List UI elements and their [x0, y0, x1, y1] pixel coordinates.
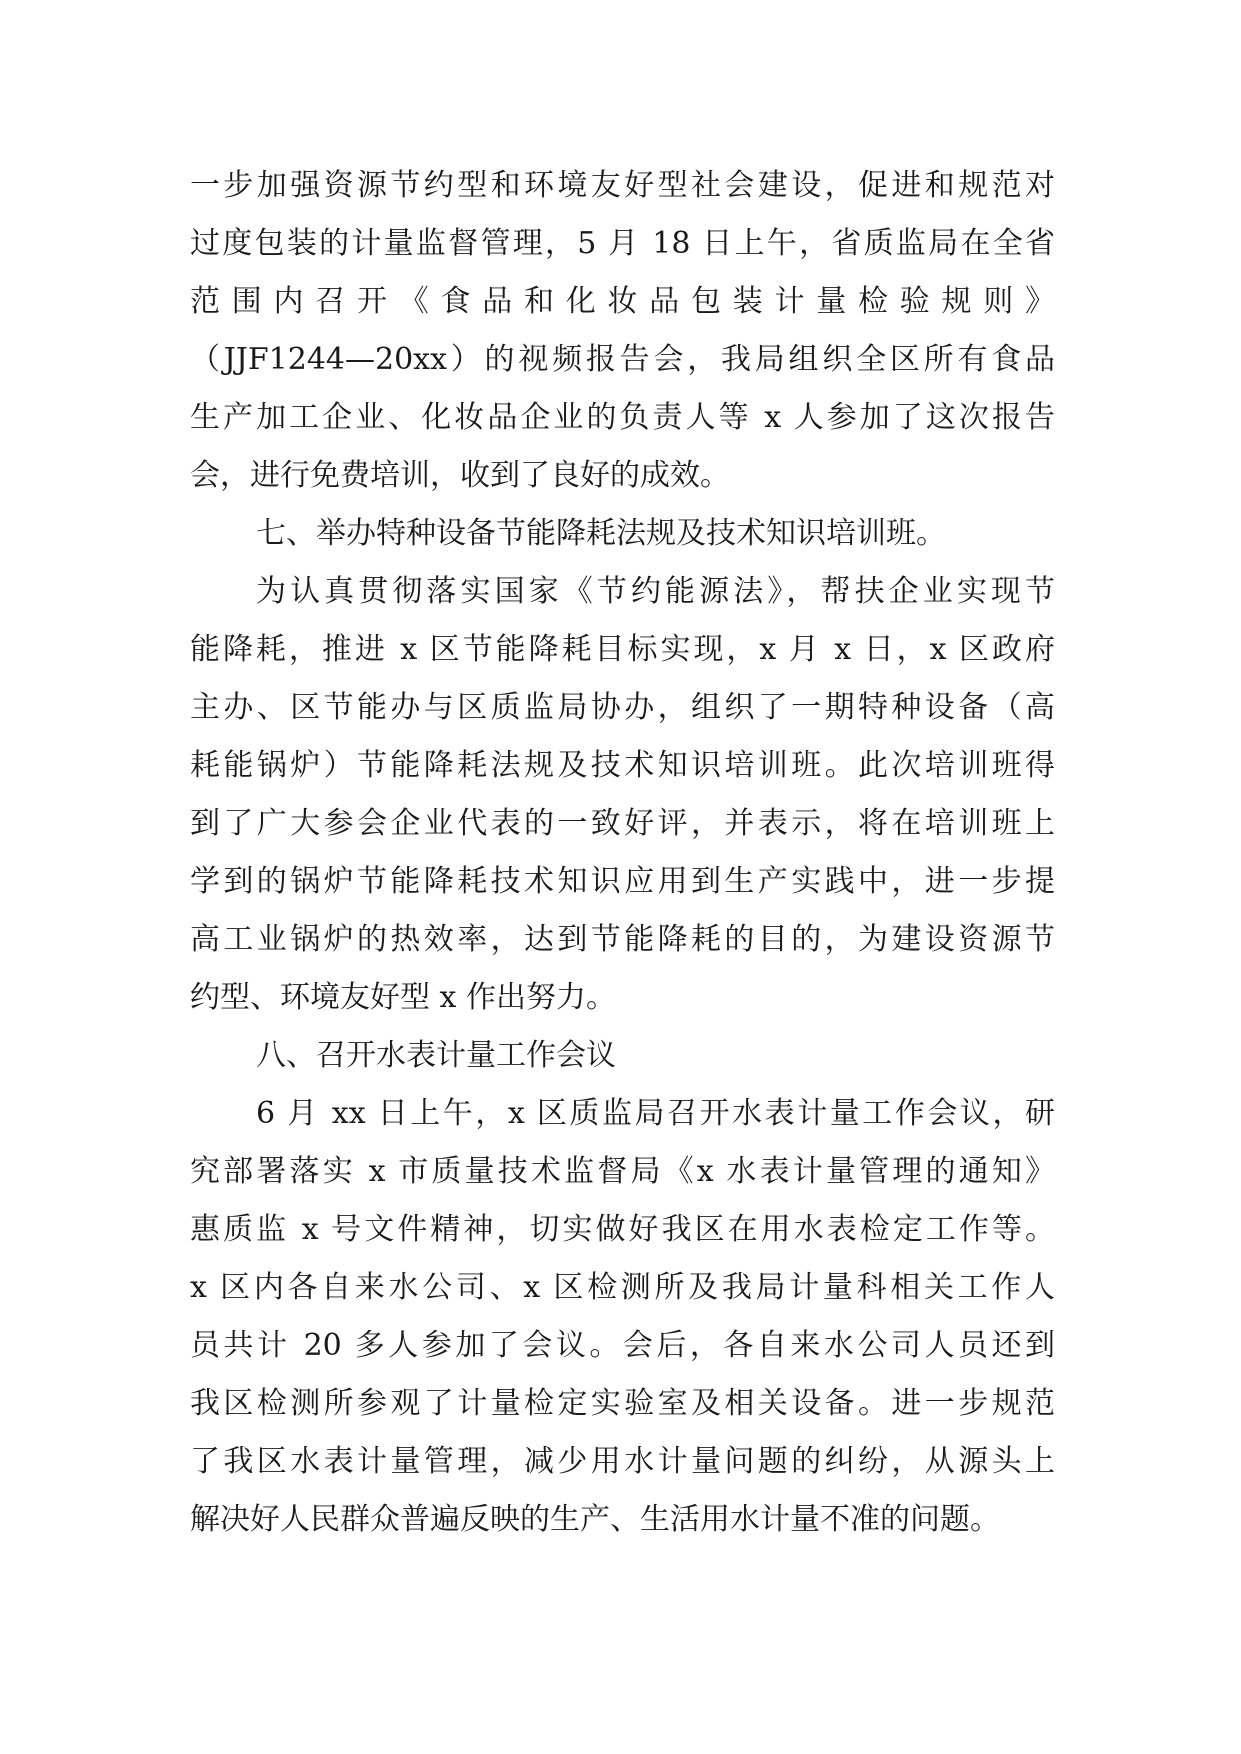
text-line: 学到的锅炉节能降耗技术知识应用到生产实践中，进一步提	[190, 864, 1055, 899]
text-line: 会，进行免费培训，收到了良好的成效。	[190, 458, 730, 493]
text-line: （JJF1244—20xx）的视频报告会，我局组织全区所有食品	[190, 342, 1055, 377]
text-line: 八、召开水表计量工作会议	[256, 1038, 616, 1073]
text-line: 七、举办特种设备节能降耗法规及技术知识培训班。	[256, 516, 946, 551]
text-line: 高工业锅炉的热效率，达到节能降耗的目的，为建设资源节	[190, 922, 1055, 957]
text-line: 生产加工企业、化妆品企业的负责人等 x 人参加了这次报告	[190, 400, 1055, 435]
text-line: 员共计 20 多人参加了会议。会后，各自来水公司人员还到	[190, 1328, 1055, 1363]
text-line: 了我区水表计量管理，减少用水计量问题的纠纷，从源头上	[190, 1444, 1055, 1479]
text-line: 过度包装的计量监督管理，5 月 18 日上午，省质监局在全省	[190, 226, 1055, 261]
text-line: 到了广大参会企业代表的一致好评，并表示，将在培训班上	[190, 806, 1055, 841]
text-line: 究部署落实 x 市质量技术监督局《x 水表计量管理的通知》	[190, 1154, 1055, 1189]
text-line: 耗能锅炉）节能降耗法规及技术知识培训班。此次培训班得	[190, 748, 1055, 783]
text-line: 范围内召开《食品和化妆品包装计量检验规则》	[190, 284, 1055, 319]
text-line: x 区内各自来水公司、x 区检测所及我局计量科相关工作人	[190, 1270, 1055, 1305]
text-line: 为认真贯彻落实国家《节约能源法》，帮扶企业实现节	[256, 574, 1055, 609]
text-line: 一步加强资源节约型和环境友好型社会建设，促进和规范对	[190, 168, 1055, 203]
text-line: 主办、区节能办与区质监局协办，组织了一期特种设备（高	[190, 690, 1055, 725]
text-line: 6 月 xx 日上午，x 区质监局召开水表计量工作会议，研	[256, 1096, 1055, 1131]
text-line: 约型、环境友好型 x 作出努力。	[190, 980, 616, 1015]
document-body	[190, 157, 1055, 1549]
text-line: 能降耗，推进 x 区节能降耗目标实现，x 月 x 日，x 区政府	[190, 632, 1055, 667]
text-line: 惠质监 x 号文件精神，切实做好我区在用水表检定工作等。	[190, 1212, 1055, 1247]
text-line: 我区检测所参观了计量检定实验室及相关设备。进一步规范	[190, 1386, 1055, 1421]
text-line: 解决好人民群众普遍反映的生产、生活用水计量不准的问题。	[190, 1502, 1000, 1537]
